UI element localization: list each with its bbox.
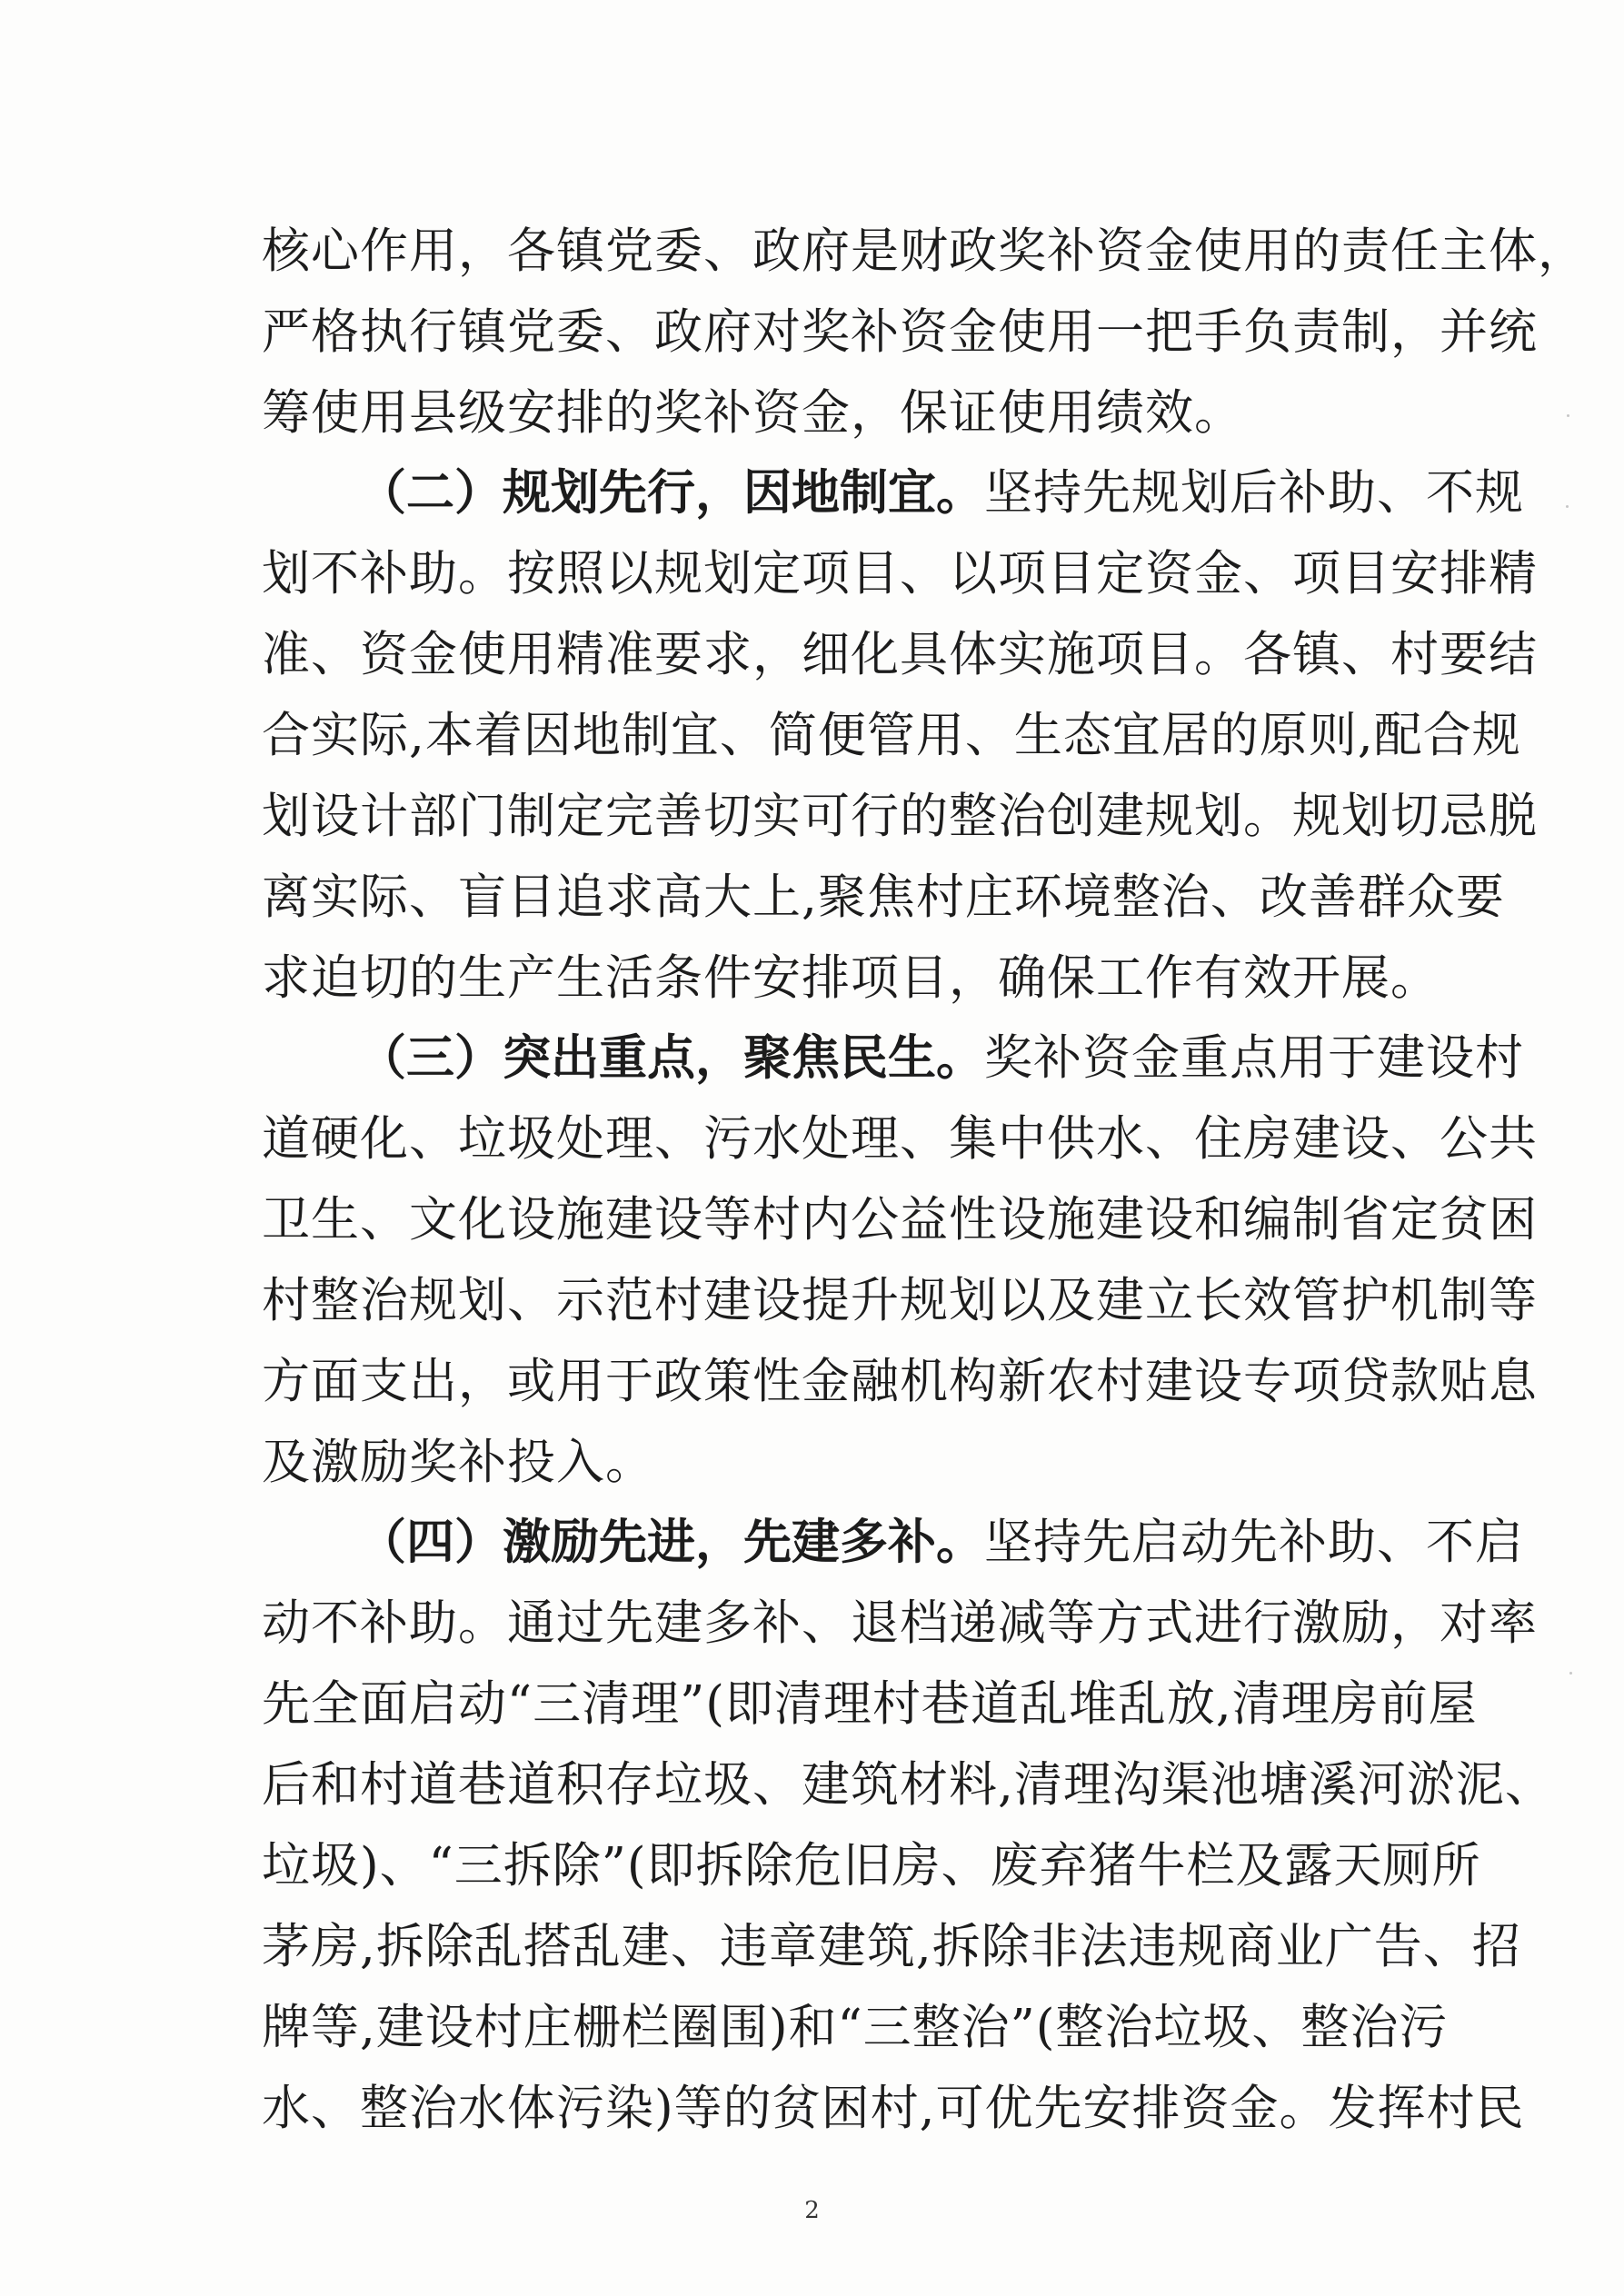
section-heading: （三）突出重点，聚焦民生。 <box>358 1030 984 1086</box>
scan-speck <box>1569 1672 1572 1675</box>
text-line: 先全面启动“三清理”(即清理村巷道乱堆乱放,清理房前屋 <box>262 1676 1478 1732</box>
paragraph-first-line <box>262 1018 1524 1098</box>
text-line: 求迫切的生产生活条件安排项目，确保工作有效开展。 <box>262 950 1440 1006</box>
text-line: 严格执行镇党委、政府对奖补资金使用一把手负责制，并统 <box>262 304 1538 360</box>
paragraph-first-line <box>262 452 1524 533</box>
text-span: 奖补资金重点用于建设村 <box>984 1030 1524 1086</box>
text-line: 划不补助。按照以规划定项目、以项目定资金、项目安排精 <box>262 546 1538 601</box>
paragraph-1 <box>262 211 1587 453</box>
paragraph-3 <box>262 1018 1538 1503</box>
text-line: 动不补助。通过先建多补、退档递减等方式进行激励，对率 <box>262 1595 1538 1651</box>
text-line: 垃圾)、“三拆除”(即拆除危旧房、废弃猪牛栏及露天厕所 <box>262 1838 1481 1893</box>
text-line: 茅房,拆除乱搭乱建、违章建筑,拆除非法违规商业广告、招 <box>262 1919 1521 1974</box>
scan-speck <box>1566 505 1569 508</box>
text-line: 核心作用，各镇党委、政府是财政奖补资金使用的责任主体， <box>262 224 1587 279</box>
page-number: 2 <box>804 2197 820 2224</box>
paragraph-4 <box>262 1502 1554 2149</box>
text-line: 村整治规划、示范村建设提升规划以及建立长效管护机制等 <box>262 1273 1538 1328</box>
text-line: 筹使用县级安排的奖补资金，保证使用绩效。 <box>262 385 1243 441</box>
scan-speck <box>1567 414 1569 417</box>
text-line: 牌等,建设村庄栅栏圈围)和“三整治”(整治垃圾、整治污 <box>262 2000 1449 2055</box>
text-line: 离实际、盲目追求高大上,聚焦村庄环境整治、改善群众要 <box>262 870 1505 925</box>
text-span: 坚持先启动先补助、不启 <box>984 1515 1524 1570</box>
text-line: 道硬化、垃圾处理、污水处理、集中供水、住房建设、公共 <box>262 1111 1538 1167</box>
paragraph-2 <box>262 452 1538 1019</box>
section-heading: （二）规划先行，因地制宜。 <box>358 465 984 521</box>
text-span: 坚持先规划后补助、不规 <box>984 465 1524 521</box>
text-line: 合实际,本着因地制宜、简便管用、生态宜居的原则,配合规 <box>262 708 1521 763</box>
text-line: 划设计部门制定完善切实可行的整治创建规划。规划切忌脱 <box>262 789 1538 844</box>
text-line: 水、整治水体污染)等的贫困村,可优先安排资金。发挥村民 <box>262 2081 1525 2136</box>
text-line: 准、资金使用精准要求，细化具体实施项目。各镇、村要结 <box>262 627 1538 682</box>
text-line: 及激励奖补投入。 <box>262 1435 654 1490</box>
text-line: 卫生、文化设施建设等村内公益性设施建设和编制省定贫困 <box>262 1192 1538 1247</box>
section-heading: （四）激励先进，先建多补。 <box>358 1515 984 1570</box>
text-line: 后和村道巷道积存垃圾、建筑材料,清理沟渠池塘溪河淤泥、 <box>262 1757 1554 1813</box>
paragraph-first-line <box>262 1502 1524 1583</box>
text-line: 方面支出，或用于政策性金融机构新农村建设专项贷款贴息 <box>262 1354 1538 1409</box>
